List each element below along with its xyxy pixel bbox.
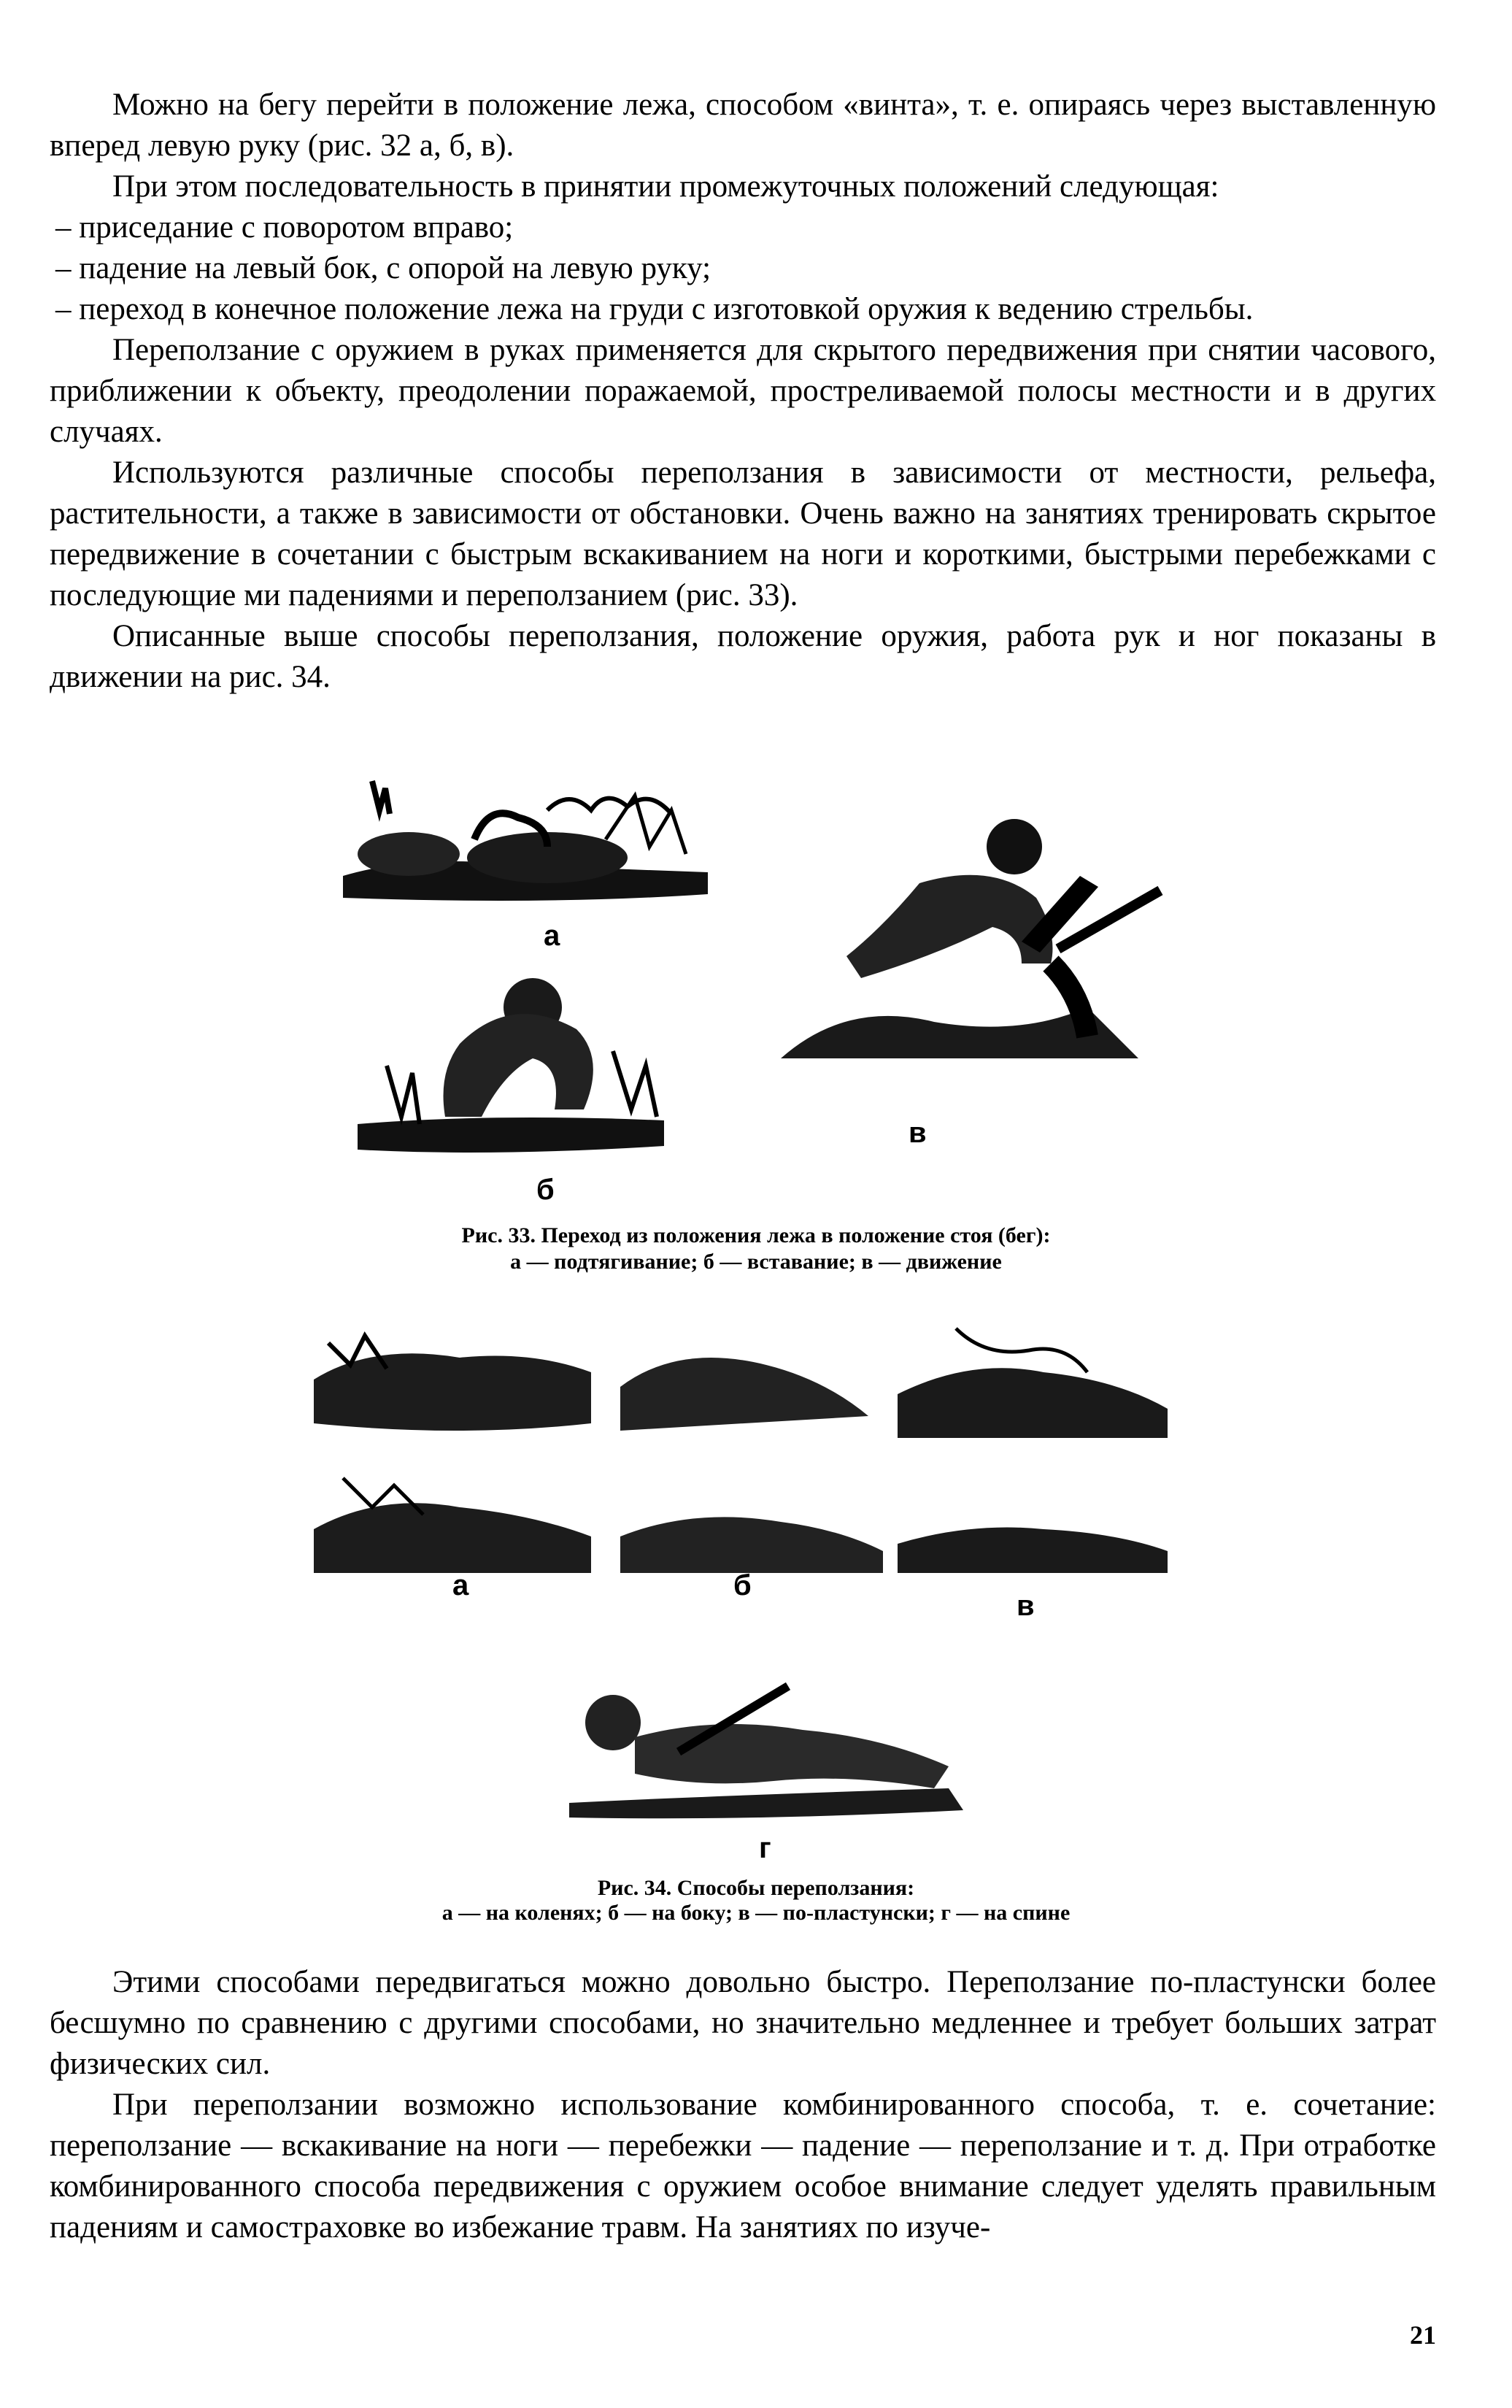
figure-34-label-a: а <box>452 1569 469 1601</box>
list-item-final-position: – переход в конечное положение лежа на груди с изготовкой оружия к ведению стрельбы. <box>55 292 1254 326</box>
figure-34-top-row-illustration <box>314 1314 1175 1445</box>
figure-34-label-g: г <box>759 1832 771 1864</box>
figure-33-label-v: в <box>909 1117 927 1149</box>
soldier-on-back-drawing <box>569 1672 978 1832</box>
list-item-fall-left: – падение на левый бок, с опорой на левую руку; <box>55 251 711 285</box>
figure-33-caption-line1: Рис. 33. Переход из положения лежа в положение стоя (бег): <box>461 1223 1051 1247</box>
figure-33-label-a: а <box>544 920 560 952</box>
crawling-soldiers-bottom-row <box>314 1449 1175 1580</box>
paragraph-speed-comparison: Этими способами передвигаться можно довольно быстро. Переползание по-пластунски более бесшумно по сравнению с другими способами, но значительно медленнее и требует больших затрат физических сил. <box>50 1965 1436 2081</box>
figure-34-label-v: в <box>1017 1590 1035 1622</box>
figure-34-label-b: б <box>733 1569 752 1601</box>
figure-34-caption-line2: а — на коленях; б — на боку; в — по-пластунски; г — на спине <box>441 1901 1071 1925</box>
figure-34-bottom-row-illustration <box>314 1449 1175 1580</box>
top-text-block <box>50 85 1436 698</box>
paragraph-screw-method: Можно на бегу перейти в положение лежа, способом «винта», т. е. опираясь через выставленную вперед левую руку (рис. 32 а, б, в). <box>50 88 1436 163</box>
paragraph-crawling-methods: Используются различные способы переползания в зависимости от местности, рельефа, растительности, а также в зависимости от обстановки. Очень важно на занятиях тренировать скрытое передвижение в сочетании с быстрым вскакиванием на ноги и короткими, быстрыми перебежками с последующие ми падениями и переползанием (рис. 33). <box>50 455 1436 612</box>
figure-34-g-illustration <box>569 1672 978 1832</box>
figure-33-label-b: б <box>536 1174 555 1206</box>
figure-33-v-illustration <box>774 818 1168 1088</box>
paragraph-combined-method: При переползании возможно использование комбинированного способа, т. е. сочетание: переползание — вскакивание на ноги — перебежки — падение — переползание и т. д. При отработке комбинированного способа передвижения с оружием особое внимание следует уделять правильным падениям и самостраховке во избежание травм. На занятиях по изуче- <box>50 2088 1436 2244</box>
bottom-text-block <box>50 1962 1436 2248</box>
figure-33-a-illustration <box>328 766 722 912</box>
figure-33-caption-line2: а — подтягивание; б — вставание; в — движение <box>510 1250 1002 1274</box>
paragraph-sequence-intro: При этом последовательность в принятии промежуточных положений следующая: <box>112 169 1219 204</box>
figure-34-caption-line1: Рис. 34. Способы переползания: <box>597 1876 915 1900</box>
rising-soldier-drawing <box>343 963 686 1168</box>
crawling-soldiers-top-row <box>314 1314 1175 1445</box>
paragraph-crawling-purpose: Переползание с оружием в руках применяется для скрытого передвижения при снятии часового, приближении к объекту, преодолении поражаемой, простреливаемой полосы местности и в других случаях. <box>50 333 1436 449</box>
paragraph-figure-reference: Описанные выше способы переползания, положение оружия, работа рук и ног показаны в движении на рис. 34. <box>50 619 1436 694</box>
prone-soldier-drawing <box>328 766 722 912</box>
list-item-squat: – приседание с поворотом вправо; <box>55 210 514 245</box>
page-number: 21 <box>1410 2320 1436 2350</box>
figure-33-b-illustration <box>343 963 686 1168</box>
running-soldier-drawing <box>774 818 1168 1088</box>
